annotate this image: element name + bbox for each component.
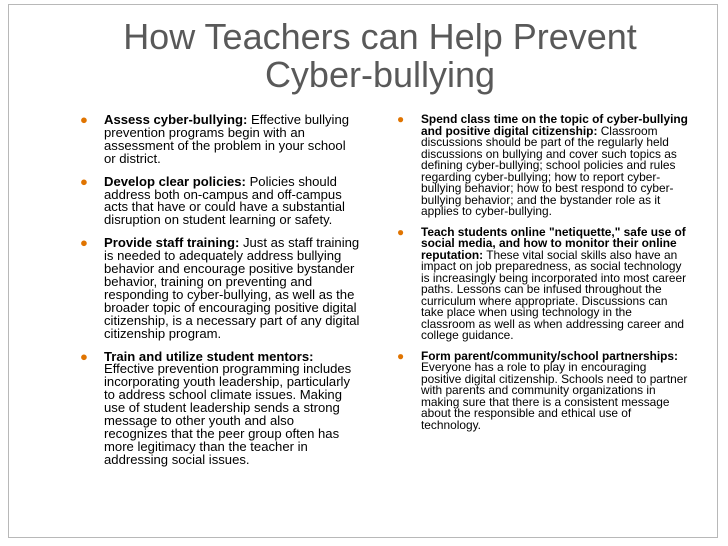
bullet-lead: Train and utilize student mentors: [104,348,314,364]
left-bullet-list [80,114,360,477]
bullet-lead: Teach students online "netiquette," safe use of social media, and how to monitor their online reputation: [421,224,686,262]
bullet-icon: ● [80,235,88,251]
bullet-item-policies [80,173,360,228]
bullet-body: Just as staff training is needed to adequately address bullying behavior and encourage positive bystander behavior, training on preventing and responding to cyber-bullying, as well as the broader topic of encouraging positive digital citizenship, is a necessary part of any digital citizenship program. [104,235,360,341]
bullet-lead: Provide staff training: [104,235,240,251]
bullet-icon: ● [397,112,405,126]
right-bullet-list [397,114,689,440]
bullet-icon: ● [80,112,88,127]
bullet-icon: ● [80,173,88,189]
bullet-item-partnerships [397,348,689,432]
bullet-item-assess [80,114,360,166]
bullet-item-class-time [397,114,689,218]
bullet-icon: ● [80,348,88,364]
slide-title: How Teachers can Help Prevent Cyber-bullying [123,16,637,95]
bullet-lead: Form parent/community/school partnerships: [421,348,679,363]
bullet-body: Classroom discussions should be part of the regularly held discussions on bullying and cover such topics as defining cyber-bullying; school policies and rules regarding cyber-bullying; how to report cyber-bullying behavior; how to best respond to cyber-bullying behavior; and the bystander role as it applies to cyber-bullying. [421,123,677,218]
bullet-lead: Assess cyber-bullying: [104,112,248,127]
bullet-body: Everyone has a role to play in encouraging positive digital citizenship. Schools need to partner with parents and community organizations in making sure that there is a consistent message about the responsible and ethical use of technology. [421,360,688,432]
bullet-icon: ● [397,348,405,363]
bullet-lead: Spend class time on the topic of cyber-bullying and positive digital citizenship: [421,112,688,138]
bullet-item-student-mentors [80,348,360,467]
bullet-icon: ● [397,224,405,239]
bullet-body: These vital social skills also have an impact on job preparedness, as social technology is increasingly being incorporated into most career paths. Lessons can be infused throughout the curriculum where appropriate. Discussions can take place when using technology in the classroom as well as when addressing career and college guidance. [421,247,687,342]
bullet-lead: Develop clear policies: [104,173,246,189]
bullet-body: Effective bullying prevention programs begin with an assessment of the problem in your school or district. [104,112,350,166]
bullet-item-netiquette [397,224,689,342]
bullet-body: Policies should address both on-campus and off-campus acts that have or could have a substantial disruption on student learning or safety. [104,173,345,228]
bullet-body: Effective prevention programming includes incorporating youth leadership, particularly to address school climate issues. Making use of student leadership sends a strong message to other youth and also recognizes that the peer group often has more legitimacy than the teacher in addressing social issues. [104,361,352,467]
bullet-item-staff-training [80,237,360,340]
